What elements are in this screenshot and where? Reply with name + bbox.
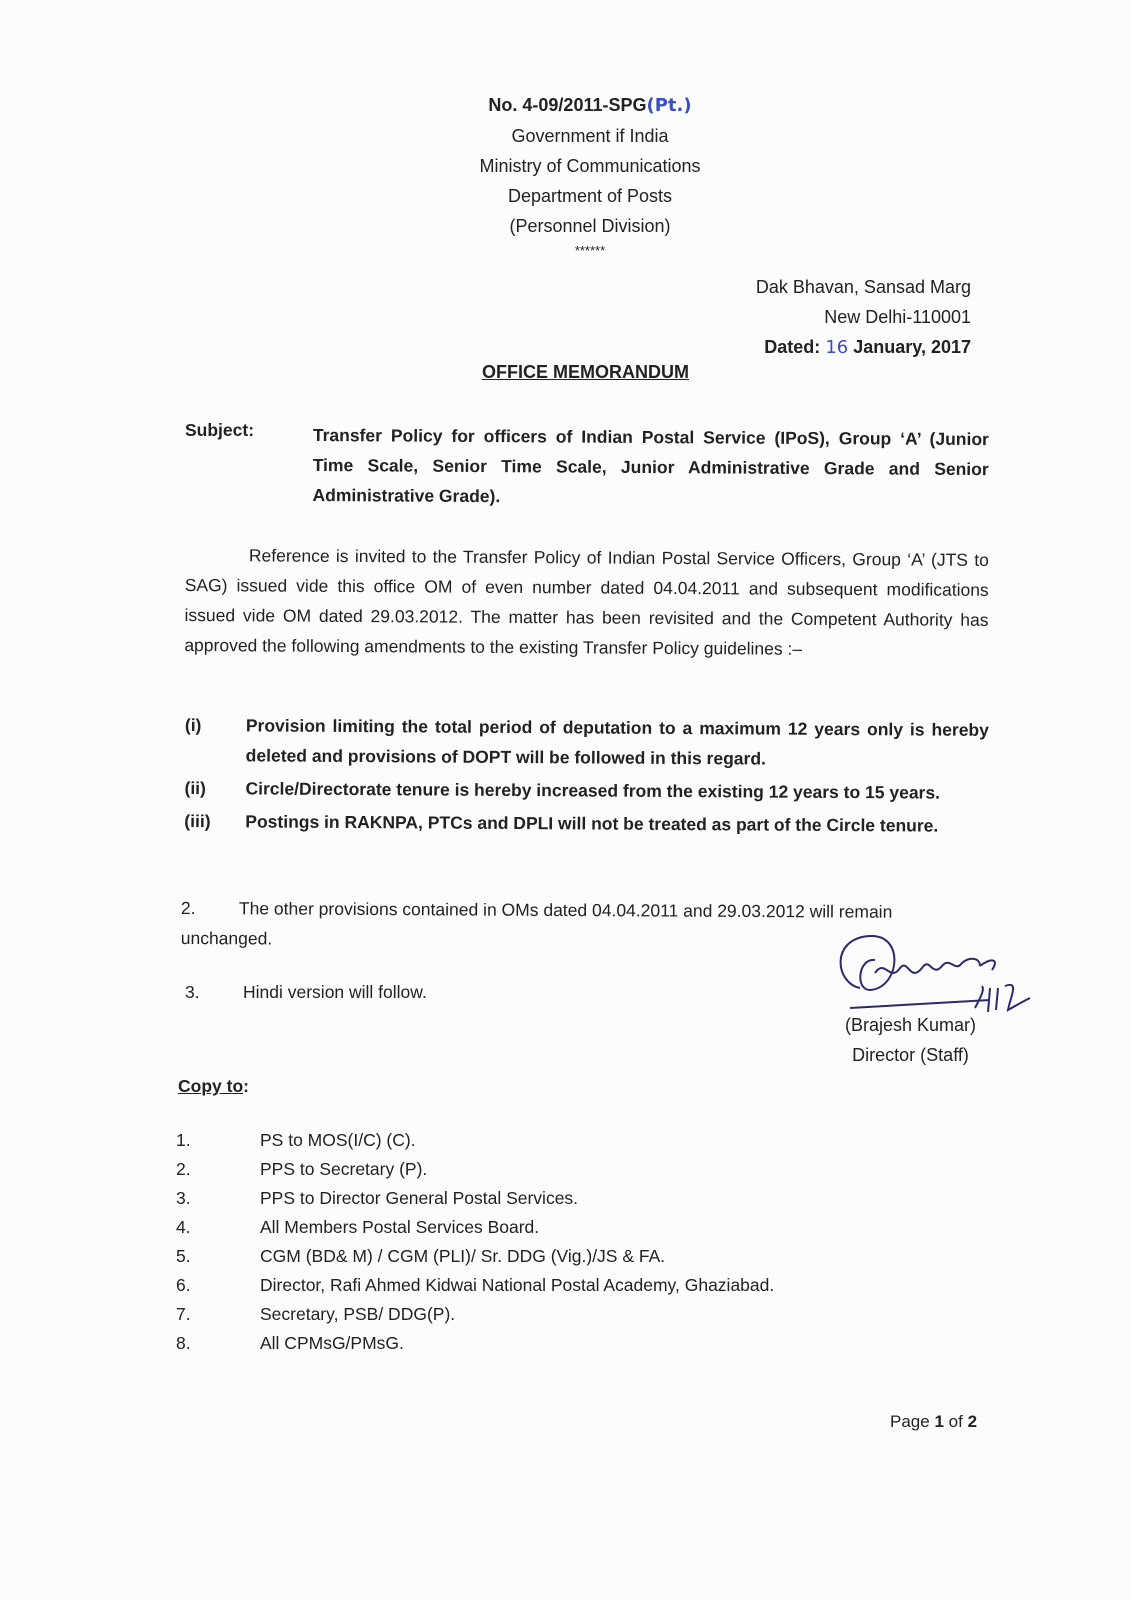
paragraph-2: 2. The other provisions contained in OMs dated 04.04.2011 and 29.03.2012 will remain unchanged. — [180, 897, 893, 949]
list-item: 4. All Members Postal Services Board. — [176, 1217, 540, 1237]
letterhead — [380, 90, 800, 261]
list-item: 6. Director, Rafi Ahmed Kidwai National Postal Academy, Ghaziabad. — [176, 1275, 775, 1295]
org-line: Department of Posts — [507, 186, 673, 206]
address-line: New Delhi-110001 — [824, 307, 971, 327]
signatory-designation: Director (Staff) — [852, 1045, 969, 1065]
list-item: (i) Provision limiting the total period of deputation to a maximum 12 years only is hereby deleted and provisions of DOPT will be followed in this regard. — [184, 714, 989, 769]
handwritten-signature — [830, 928, 1050, 1018]
handwritten-annotation: (Pt.) — [646, 95, 692, 116]
list-item: 3. PPS to Director General Postal Services. — [176, 1188, 579, 1208]
document-title: OFFICE MEMORANDUM — [482, 362, 689, 382]
signatory-name: (Brajesh Kumar) — [845, 1015, 977, 1035]
paragraph-3: 3. Hindi version will follow. — [185, 982, 427, 1002]
separator-stars: ****** — [574, 243, 606, 258]
org-line: Ministry of Communications — [479, 156, 701, 176]
address-line: Dak Bhavan, Sansad Marg — [755, 277, 971, 297]
subject-text: Transfer Policy for officers of Indian Postal Service (IPoS), Group ‘A’ (Junior Time Scale, Senior Time Scale, Junior Administrative Grade and Senior Administrative Grade). — [312, 424, 989, 507]
date-line: Dated: 16 January, 2017 — [764, 337, 971, 358]
list-item: 7. Secretary, PSB/ DDG(P). — [176, 1304, 456, 1324]
signatory-block — [845, 1010, 976, 1070]
intro-paragraph: Reference is invited to the Transfer Policy of Indian Postal Service Officers, Group ‘A’ (JTS to SAG) issued vide this office OM of even number dated 04.04.2011 and subsequent modifications issued vide OM dated 29.03.2012. The matter has been revisited and the Competent Authority has approved the following amendments to the existing Transfer Policy guidelines :– — [184, 545, 989, 659]
copy-to-heading: Copy to: — [178, 1076, 249, 1096]
subject-label: Subject: — [185, 420, 255, 440]
org-line: Government if India — [511, 126, 669, 146]
amendments-list — [184, 710, 989, 844]
file-number: No. 4-09/2011-SPG(Pt.) — [488, 95, 692, 116]
list-item: 8. All CPMsG/PMsG. — [176, 1333, 404, 1353]
copy-to-list — [176, 1130, 774, 1362]
page-number: Page 1 of 2 — [890, 1412, 978, 1431]
list-item: (ii) Circle/Directorate tenure is hereby increased from the existing 12 years to 15 years. — [184, 777, 941, 803]
org-line: (Personnel Division) — [509, 216, 671, 236]
address-block — [756, 272, 971, 363]
list-item: 1. PS to MOS(I/C) (C). — [176, 1130, 416, 1150]
list-item: 5. CGM (BD& M) / CGM (PLI)/ Sr. DDG (Vig.)/JS & FA. — [176, 1246, 666, 1266]
list-item: 2. PPS to Secretary (P). — [176, 1159, 428, 1179]
list-item: (iii) Postings in RAKNPA, PTCs and DPLI will not be treated as part of the Circle tenure. — [184, 810, 939, 836]
